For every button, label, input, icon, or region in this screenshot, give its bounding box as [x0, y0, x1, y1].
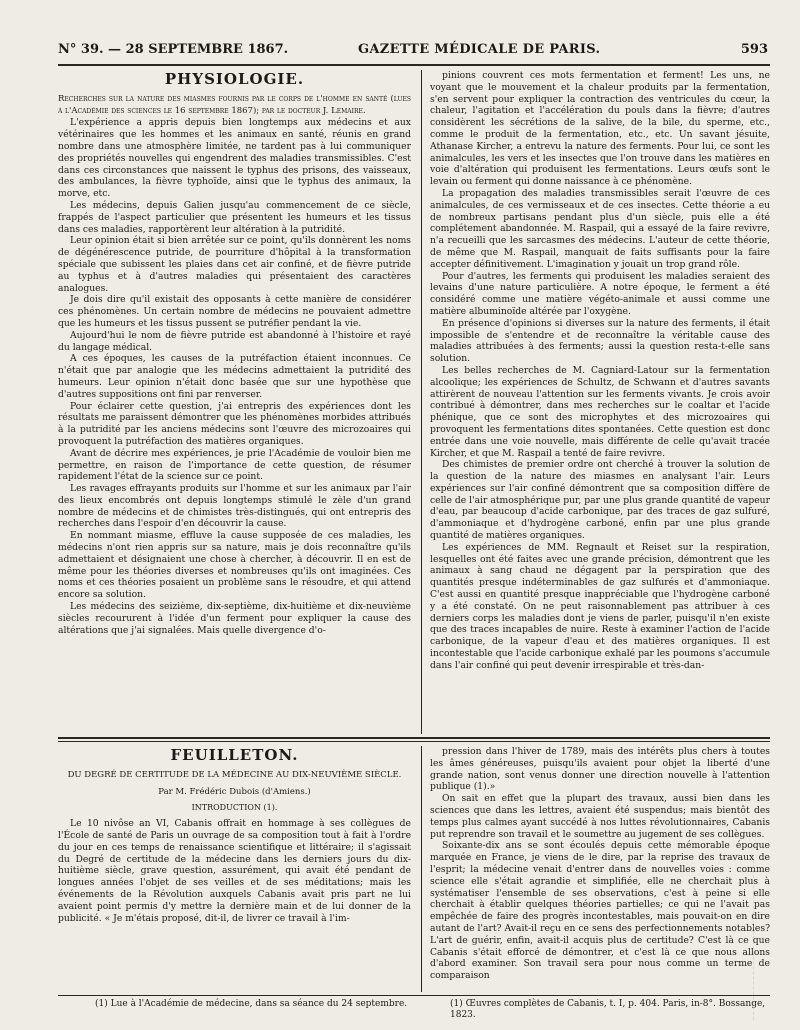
footnote-rule — [58, 995, 770, 996]
paragraph: Pour éclairer cette question, j'ai entrepris des expériences dont les résultats me paraissent démontrer que les phénomènes morbides attribués à la putridité par les anciens médecins sont l'œuvre des microzoaires qui provoquent la putréfaction des matières organiques. — [58, 400, 411, 447]
feuilleton-left-text — [58, 818, 411, 924]
paragraph: Des chimistes de premier ordre ont cherché à trouver la solution de la question de la nature des miasmes en analysant l'air. Leurs expériences sur l'air confiné démontrent que sa composition diffère de celle de l'air atmosphérique pur, par une plus grande quantité de vapeur d'eau, par beaucoup d'acide carbonique, par des traces de gaz sulfuré, d'ammoniaque et d'hydrogène carboné, enfin par une plus grande quantité de matières organiques. — [430, 459, 770, 542]
physiologie-right-column — [430, 70, 770, 734]
paragraph: En présence d'opinions si diverses sur la nature des ferments, il était impossible de s'entendre et de reconnaître la véritable cause des maladies attribuées à des ferments; aussi la question resta-t-elle sans solution. — [430, 317, 770, 365]
paragraph: La propagation des maladies transmissibles serait l'œuvre de ces animalcules, de ces vermisseaux et de ces insectes. Cette théorie a eu de nombreux partisans pendant plus d'un siècle, puis elle a été complétement abandonnée. M. Raspail, qui a essayé de la faire revivre, n'a recueilli que les sarcasmes des médecins. L'auteur de cette théorie, de même que M. Raspail, manquait de faits suffisants pour la faire accepter définitivement. L'imagination y jouait un trop grand rôle. — [430, 187, 770, 270]
paragraph: Le 10 nivôse an VI, Cabanis offrait en hommage à ses collègues de l'École de santé de Paris un ouvrage de sa composition tout à fait à l'ordre du jour en ces temps de renaissance scientifique et littéraire; il s'agissait du Degré de certitude de la médecine dans les derniers jours du dix-huitième siècle, grave question, assurément, qui avait été pendant de longues années l'objet de ses veilles et de ses méditations; mais les événements de la Révolution auxquels Cabanis avait pris part ne lui avaient point permis d'y mettre la dernière main et de lui donner de la publicité. « Je m'étais proposé, dit-il, de livrer ce travail à l'im- — [58, 818, 411, 924]
paragraph: Les belles recherches de M. Cagniard-Latour sur la fermentation alcoolique; les expériences de Schultz, de Schwann et d'autres savants attirèrent de nouveau l'attention sur les ferments vivants. Je crois avoir contribué à démontrer, dans mes recherches sur le coaltar et l'acide phénique, que ce sont des microphytes et des microzoaires qui provoquent les fermentations dites spontanées. Cette question est donc entrée dans une voie nouvelle, mais différente de celle qu'avait tracée Kircher, et que M. Raspail a tenté de faire revivre. — [430, 364, 770, 459]
feuilleton-footnote-left: (1) Lue à l'Académie de médecine, dans sa séance du 24 septembre. — [95, 999, 408, 1009]
page-header — [58, 42, 768, 60]
feuilleton-article-title: DU DEGRÉ DE CERTITUDE DE LA MÉDECINE AU DIX-NEUVIÈME SIÈCLE. — [67, 769, 402, 780]
physiologie-article-subtitle: Recherches sur la nature des miasmes fournis par le corps de l'homme en santé (lues à l'Académie des sciences le 16 septembre 1867); par le docteur J. Lemaire. — [58, 93, 411, 116]
paragraph: En nommant miasme, effluve la cause supposée de ces maladies, les médecins n'ont rien appris sur sa nature, mais je dois reconnaître qu'ils admettaient et désignaient une chose à chercher, à découvrir. Il en est de même pour les théories diverses et nombreuses qu'ils ont imaginées. Ces noms et ces théories posaient un problème sans le résoudre, et qui attend encore sa solution. — [58, 530, 411, 601]
paragraph: Avant de décrire mes expériences, je prie l'Académie de vouloir bien me permettre, en raison de l'importance de cette question, de résumer rapidement l'état de la science sur ce point. — [58, 447, 411, 483]
paragraph: Les expériences de MM. Regnault et Reiset sur la respiration, lesquelles ont été faites avec une grande précision, démontrent que les animaux à sang chaud ne dégagent par la perspiration que des quantités presque indéterminables de gaz sulfurés et d'ammoniaque. C'est aussi en quantité presque inappréciable que l'hydrogène carboné y a été constaté. On ne peut raisonnablement pas attribuer à ces derniers corps les maladies dont je viens de parler, puisqu'il n'en existe que des traces incapables de nuire. Reste à examiner l'action de l'acide carbonique, de la vapeur d'eau et des matières organiques. Il est incontestable que l'acide carbonique exhalé par les poumons s'accumule dans l'air confiné qui peut devenir irrespirable et très-dan- — [430, 541, 770, 671]
paragraph: Les médecins des seizième, dix-septième, dix-huitième et dix-neuvième siècles recoururent à l'idée d'un ferment pour expliquer la cause des altérations que j'ai signalées. Mais quelle divergence d'o- — [58, 601, 411, 636]
paragraph: Les ravages effrayants produits sur l'homme et sur les animaux par l'air des lieux encombrés ont depuis longtemps stimulé le zèle d'un grand nombre de médecins et de chimistes très-distingués, qui ont entrepris des recherches dans l'espoir d'en découvrir la cause. — [58, 483, 411, 530]
journal-title: GAZETTE MÉDICALE DE PARIS. — [358, 42, 601, 57]
header-rule — [58, 64, 770, 66]
paragraph: L'expérience a appris depuis bien longtemps aux médecins et aux vétérinaires que les hommes et les animaux en santé, réunis en grand nombre dans une atmosphère limitée, ne tardent pas à lui communiquer des propriétés nouvelles qui engendrent des maladies transmissibles. C'est dans ces circonstances que naissent le typhus des prisons, des vaisseaux, des ambulances, la fièvre typhoïde, ainsi que le typhus des animaux, la morve, etc. — [58, 117, 411, 200]
feuilleton-footnote-right: (1) Œuvres complètes de Cabanis, t. I, p. 404. Paris, in-8°. Bossange, 1823. — [450, 999, 766, 1020]
paragraph: A ces époques, les causes de la putréfaction étaient inconnues. Ce n'était que par analogie que les médecins admettaient la putridité des humeurs. Leur opinion n'était donc basée que sur une hypothèse que d'autres suppositions ont fini par renverser. — [58, 353, 411, 400]
issue-number-date: N° 39. — 28 SEPTEMBRE 1867. — [58, 42, 289, 57]
paragraph: Aujourd'hui le nom de fièvre putride est abandonné à l'histoire et rayé du langage médical. — [58, 329, 411, 353]
library-stamp-mark — [753, 860, 794, 1020]
page-number: 593 — [740, 42, 768, 57]
physiologie-section-title: PHYSIOLOGIE. — [164, 70, 305, 88]
feuilleton-left-column — [58, 746, 411, 992]
feuilleton-top-rule — [58, 737, 770, 739]
physiologie-left-text — [58, 117, 411, 636]
paragraph: pression dans l'hiver de 1789, mais des intérêts plus chers à toutes les âmes généreuses, puisqu'ils avaient pour objet la liberté d'une grande nation, sont venus donner une direction nouvelle à l'attention publique (1).» — [430, 746, 770, 793]
physiologie-left-column — [58, 70, 411, 734]
feuilleton-section-title: FEUILLETON. — [170, 746, 299, 764]
feuilleton-byline: Par M. Frédéric Dubois (d'Amiens.) — [158, 786, 311, 797]
paragraph: Leur opinion était si bien arrêtée sur ce point, qu'ils donnèrent les noms de dégénérescence putride, de pourriture d'hôpital à la transformation spéciale que subissent les plaies dans cet air confiné, et de fièvre putride au typhus et à d'autres maladies qui présentaient des caractères analogues. — [58, 235, 411, 294]
physiologie-right-text — [430, 70, 770, 672]
feuilleton-right-column — [430, 746, 770, 992]
column-divider-bottom — [421, 746, 422, 992]
paragraph: pinions couvrent ces mots fermentation et ferment! Les uns, ne voyant que le mouvement et la chaleur produits par la fermentation, s'en servent pour expliquer la contraction des ventricules du cœur, la chaleur, l'agitation et l'accélération du pouls dans la fièvre; d'autres considèrent les sécrétions de la salive, de la bile, du sperme, etc., comme le produit de la fermentation, etc., etc. Un savant jésuite, Athanase Kircher, a entrevu la nature des ferments. Pour lui, ce sont les animalcules, les vers et les insectes que l'on trouve dans les matières en voie d'altération qui produisent les fermentations. Leurs œufs sont le levain ou ferment qui donne naissance à ce phénomène. — [430, 70, 770, 188]
paragraph: On sait en effet que la plupart des travaux, aussi bien dans les sciences que dans les lettres, avaient été suspendus; mais bientôt des temps plus calmes ayant succédé à nos luttes révolutionnaires, Cabanis put reprendre son travail et le soumettre au jugement de ses collègues. — [430, 793, 770, 840]
paragraph: Pour d'autres, les ferments qui produisent les maladies seraient des levains d'une nature particulière. A notre époque, le ferment a été considéré comme une matière végéto-animale et aussi comme une matière albuminoïde altérée par l'oxygène. — [430, 270, 770, 317]
column-divider-top — [421, 70, 422, 734]
paragraph: Les médecins, depuis Galien jusqu'au commencement de ce siècle, frappés de l'aspect particulier que présentent les humeurs et les tissus dans ces maladies, rapportèrent leur altération à la putridité. — [58, 199, 411, 235]
paragraph: Je dois dire qu'il existait des opposants à cette manière de considérer ces phénomènes. Un certain nombre de médecins ne pouvaient admettre que les humeurs et les tissus pussent se putréfier pendant la vie. — [58, 294, 411, 329]
feuilleton-right-text — [430, 746, 770, 982]
feuilleton-top-rule-thin — [58, 741, 770, 742]
paragraph: Soixante-dix ans se sont écoulés depuis cette mémorable époque marquée en France, je viens de le dire, par la reprise des travaux de l'esprit; la médecine venait d'entrer dans de nouvelles voies : comme science elle s'était agrandie et simplifiée, elle ne cherchait plus à systématiser l'ensemble de ses observations, c'est à peine si elle cherchait à établir quelques théories partielles; ce qui ne l'avait pas empêchée de faire des progrès incontestables, mais pouvait-on en dire autant de l'art? Avait-il reçu en ce sens des perfectionnements notables? L'art de guérir, enfin, avait-il acquis plus de certitude? C'est là ce que Cabanis s'était efforcé de démontrer, et c'est là ce que nous allons d'abord examiner. Son travail sera pour nous comme un terme de comparaison — [430, 840, 770, 982]
feuilleton-introduction-heading: INTRODUCTION (1). — [191, 803, 278, 813]
